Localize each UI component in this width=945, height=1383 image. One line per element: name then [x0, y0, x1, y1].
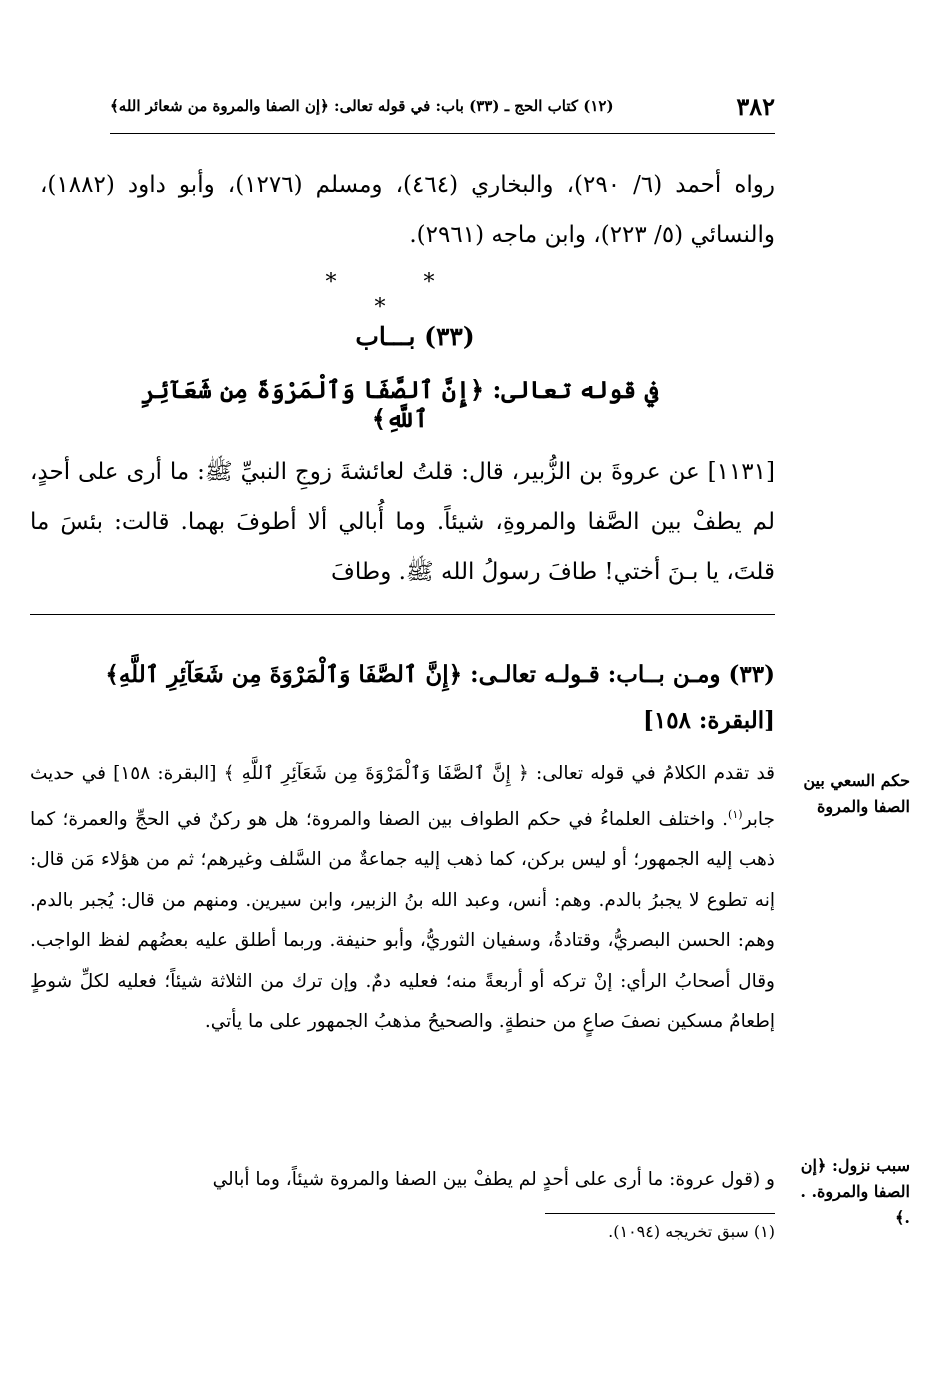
page-number: ٣٨٢	[736, 92, 775, 121]
margin-note-ruling: حكم السعي بين الصفا والمروة	[803, 771, 910, 816]
hadith-references-paragraph: رواه أحمد (٦/ ٢٩٠)، والبخاري (٤٦٤)، ومسلم (١٢٧٦)، وأبو داود (١٨٨٢)، والنسائي (٥/ ٢٢٣)، وابن ماجه (٢٩٦١).	[40, 172, 776, 248]
separator-stars: * * *	[325, 270, 475, 320]
header-rule	[110, 133, 775, 134]
commentary-paragraph-1-start: قد تقدم الكلامُ في قوله تعالى: ﴿ إِنَّ ٱلصَّفَا وَٱلْمَرْوَةَ مِن شَعَآئِرِ ٱللَّهِ ﴾ [البقرة: ١٥٨] في حديث جابر	[30, 763, 775, 830]
commentary-paragraph-1	[30, 754, 775, 1043]
footnote-reference: (١)	[728, 807, 743, 821]
commentary-paragraph-1-end: . واختلف العلماءُ في حكم الطواف بين الصفا والمروة؛ هل هو ركنٌ في الحجِّ والعمرة؛ كما ذهب إليه الجمهور؛ أو ليس بركن، كما ذهب إليه جماعةٌ من السَّلف وغيرهم؛ ثم من هؤلاء مَن قال: إنه تطوع لا يجبرُ بالدم. وهم: أنس، وعبد الله بنُ الزبير، وابن سيرين. ومنهم من قال: يُجبر بالدم. وهم: الحسن البصريُّ، وقتادةُ، وسفيان الثوريُّ، وأبو حنيفة. وربما أطلق عليه بعضُهم لفظ الواجب. وقال أصحابُ الرأي: إنْ تركه أو أربعةً منه؛ فعليه دمٌ. وإن ترك من الثلاثة شيئاً؛ فعليه لكلِّ شوطٍ إطعامُ مسكين نصفَ صاعٍ من حنطةٍ. والصحيحُ مذهبُ الجمهور على ما يأتي.	[30, 808, 775, 1033]
margin-note-revelation-cause: سبب نزول: ﴿إن الصفا والمروة. . .﴾	[800, 1156, 910, 1227]
chapter-title: في قوله تعالى: ﴿إِنَّ ٱلصَّفَا وَٱلْمَرْوَةَ مِن شَعَآئِرِ ٱللَّهِ﴾	[141, 375, 659, 433]
section-divider	[30, 614, 775, 615]
hadith-paragraph: [١١٣١] عن عروةَ بن الزُّبير، قال: قلتُ لعائشةَ زوجِ النبيِّ ﷺ: ما أرى على أحدٍ، لم يطفْ بين الصَّفا والمروةِ، شيئاً. وما أُبالي ألا أطوفَ بهما. قالت: بئسَ ما قلتَ، يا بـنَ أختي! طافَ رسولُ الله ﷺ. وطافَ	[30, 459, 775, 585]
commentary-paragraph-2: و (قول عروة: ما أرى على أحدٍ لم يطفْ بين الصفا والمروة شيئاً، وما أبالي	[212, 1169, 775, 1190]
chapter-heading: (٣٣) بـــاب	[355, 322, 475, 351]
footnote: (١) سبق تخريجه (١٠٩٤).	[608, 1222, 775, 1241]
running-header-title: (١٢) كتاب الحج ـ (٣٣) باب: في قوله تعالى: ﴿إن الصفا والمروة من شعائر الله﴾	[110, 97, 614, 115]
footnote-rule	[545, 1213, 775, 1214]
running-header	[110, 92, 775, 132]
commentary-heading: (٣٣) ومـن بــاب: قـولـه تعالـى: ﴿إِنَّ ٱلصَّفَا وَٱلْمَرْوَةَ مِن شَعَآئِرِ ٱللَّهِ﴾ [البقرة: ١٥٨]	[105, 661, 775, 734]
